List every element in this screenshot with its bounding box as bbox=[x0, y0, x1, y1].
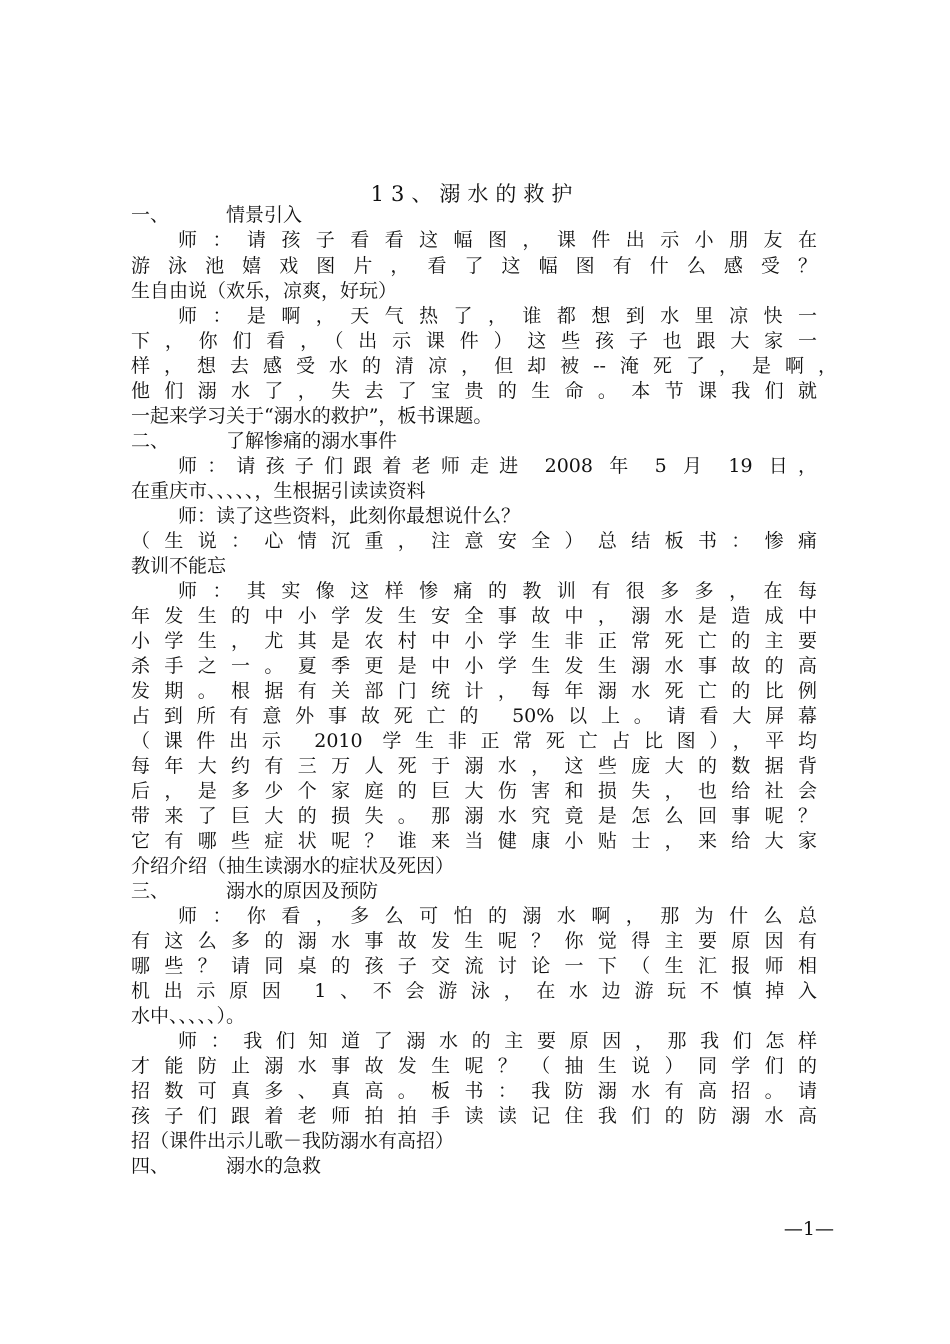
paragraph-line: 师：读了这些资料，此刻你最想说什么？ bbox=[178, 505, 521, 527]
paragraph-line: （生说：心情沉重，注意安全）总结板书：惨痛 bbox=[131, 530, 817, 552]
paragraph-line: 一起来学习关于“溺水的救护”，板书课题。 bbox=[131, 405, 493, 427]
paragraph-line: 招（课件出示儿歌－我防溺水有高招） bbox=[131, 1130, 455, 1152]
paragraph-line: 年发生的中小学发生安全事故中，溺水是造成中 bbox=[131, 605, 817, 627]
paragraph-line: 哪些？请同桌的孩子交流讨论一下（生汇报师相 bbox=[131, 955, 817, 977]
paragraph-line: 师：请孩子们跟着老师走进 2008 年 5 月 19 日， bbox=[178, 455, 817, 477]
paragraph-line: 后，是多少个家庭的巨大伤害和损失，也给社会 bbox=[131, 780, 817, 802]
paragraph-line: 水中、、、、、）。 bbox=[131, 1005, 246, 1027]
paragraph-line: 介绍介绍（抽生读溺水的症状及死因） bbox=[131, 855, 455, 877]
paragraph-line: 占到所有意外事故死亡的 50%以上。请看大屏幕 bbox=[131, 705, 817, 727]
paragraph-line: 师：是啊，天气热了，谁都想到水里凉快一 bbox=[178, 305, 817, 327]
paragraph-line: （课件出示 2010 学生非正常死亡占比图），平均 bbox=[131, 730, 817, 752]
paragraph-line: 下，你们看，（出示课件）这些孩子也跟大家一 bbox=[131, 330, 817, 352]
paragraph-line: 每年大约有三万人死于溺水，这些庞大的数据背 bbox=[131, 755, 817, 777]
section-heading-1 bbox=[131, 203, 817, 228]
paragraph-line: 在重庆市、、、、、，生根据引读读资料 bbox=[131, 480, 426, 502]
paragraph-line: 师：请孩子看看这幅图，课件出示小朋友在 bbox=[178, 229, 817, 251]
paragraph-line: 招数可真多、真高。板书：我防溺水有高招。请 bbox=[131, 1080, 817, 1102]
heading-text: 情景引入 bbox=[226, 204, 303, 226]
page-number: —1— bbox=[783, 1218, 834, 1240]
section-heading-3 bbox=[131, 879, 817, 904]
paragraph-line: 教训不能忘 bbox=[131, 555, 227, 577]
paragraph-line: 杀手之一。夏季更是中小学生发生溺水事故的高 bbox=[131, 655, 817, 677]
heading-number: 一、 bbox=[131, 204, 170, 226]
paragraph-line: 发期。根据有关部门统计，每年溺水死亡的比例 bbox=[131, 680, 817, 702]
heading-text: 溺水的原因及预防 bbox=[226, 880, 379, 902]
heading-number: 三、 bbox=[131, 880, 170, 902]
paragraph-line: 师：我们知道了溺水的主要原因，那我们怎样 bbox=[178, 1030, 817, 1052]
paragraph-line: 机出示原因 1、不会游泳，在水边游玩不慎掉入 bbox=[131, 980, 817, 1002]
heading-text: 了解惨痛的溺水事件 bbox=[226, 430, 398, 452]
paragraph-line: 师：其实像这样惨痛的教训有很多多，在每 bbox=[178, 580, 817, 602]
document-title: 13、溺水的救护 bbox=[370, 182, 580, 206]
paragraph-line: 他们溺水了，失去了宝贵的生命。本节课我们就 bbox=[131, 380, 817, 402]
section-heading-4 bbox=[131, 1154, 817, 1179]
paragraph-line: 带来了巨大的损失。那溺水究竟是怎么回事呢？ bbox=[131, 805, 817, 827]
heading-text: 溺水的急救 bbox=[226, 1155, 322, 1177]
paragraph-line: 生自由说（欢乐，凉爽，好玩） bbox=[131, 280, 398, 302]
paragraph-line: 孩子们跟着老师拍拍手读读记住我们的防溺水高 bbox=[131, 1105, 817, 1127]
paragraph-line: 师：你看，多么可怕的溺水啊，那为什么总 bbox=[178, 905, 817, 927]
heading-number: 四、 bbox=[131, 1155, 170, 1177]
paragraph-line: 它有哪些症状呢？谁来当健康小贴士，来给大家 bbox=[131, 830, 817, 852]
section-heading-2 bbox=[131, 429, 817, 454]
heading-number: 二、 bbox=[131, 430, 170, 452]
paragraph-line: 游泳池嬉戏图片，看了这幅图有什么感受？ bbox=[131, 255, 817, 277]
paragraph-line: 才能防止溺水事故发生呢？（抽生说）同学们的 bbox=[131, 1055, 817, 1077]
paragraph-line: 小学生，尤其是农村中小学生非正常死亡的主要 bbox=[131, 630, 817, 652]
paragraph-line: 样，想去感受水的清凉，但却被--淹死了，是啊， bbox=[131, 355, 837, 377]
paragraph-line: 有这么多的溺水事故发生呢？你觉得主要原因有 bbox=[131, 930, 817, 952]
